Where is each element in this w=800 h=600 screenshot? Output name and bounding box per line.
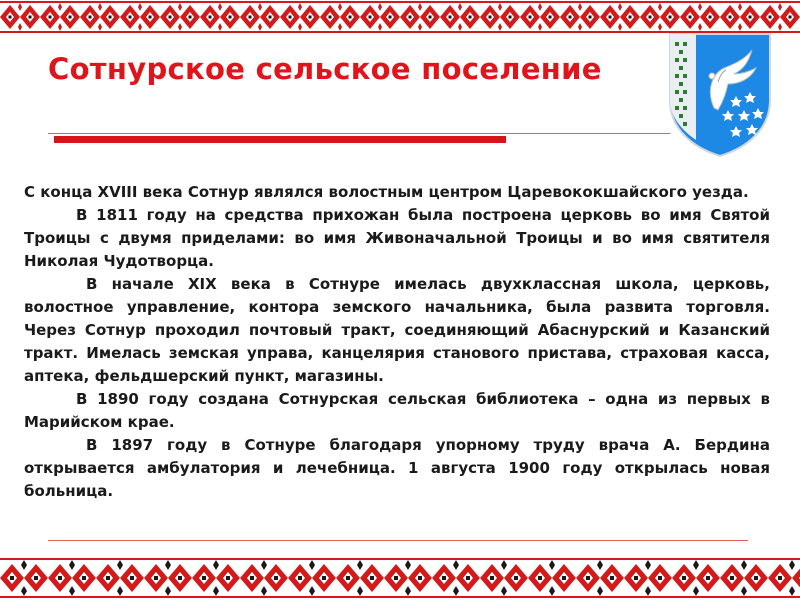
bottom-rule: [48, 540, 748, 541]
coat-of-arms-icon: [666, 30, 774, 158]
thin-rule: [48, 133, 670, 134]
paragraph-4: В 1890 году создана Сотнурская сельская библиотека – одна из первых в Марийском крае.: [24, 390, 770, 431]
page-title: Сотнурское сельское поселение: [48, 52, 602, 86]
paragraph-3: В начале XIX века в Сотнуре имелась двухклассная школа, церковь, волостное управление, контора земского начальника, была развита торговля. Через Сотнур проходил почтовый тракт, соединяющий Абаснурский и Казанский тракт. Имелась земская управа, канцелярия станового пристава, страховая касса, аптека, фельдшерский пункт, магазины.: [24, 275, 770, 385]
paragraph-1: С конца XVIII века Сотнур являлся волостным центром Царевококшайского уезда.: [24, 183, 749, 201]
bottom-ornament-border: [0, 556, 800, 600]
title-underline: [48, 133, 670, 143]
thick-red-bar: [54, 136, 506, 143]
paragraph-5: В 1897 году в Сотнуре благодаря упорному труду врача А. Бердина открывается амбулатория и лечебница. 1 августа 1900 году открылась новая больница.: [24, 436, 770, 500]
paragraph-2: В 1811 году на средства прихожан была построена церковь во имя Святой Троицы с двумя приделами: во имя Живоначальной Троицы и во имя святителя Николая Чудотворца.: [24, 206, 770, 270]
body-text: [24, 181, 770, 503]
top-ornament-border: [0, 0, 800, 34]
